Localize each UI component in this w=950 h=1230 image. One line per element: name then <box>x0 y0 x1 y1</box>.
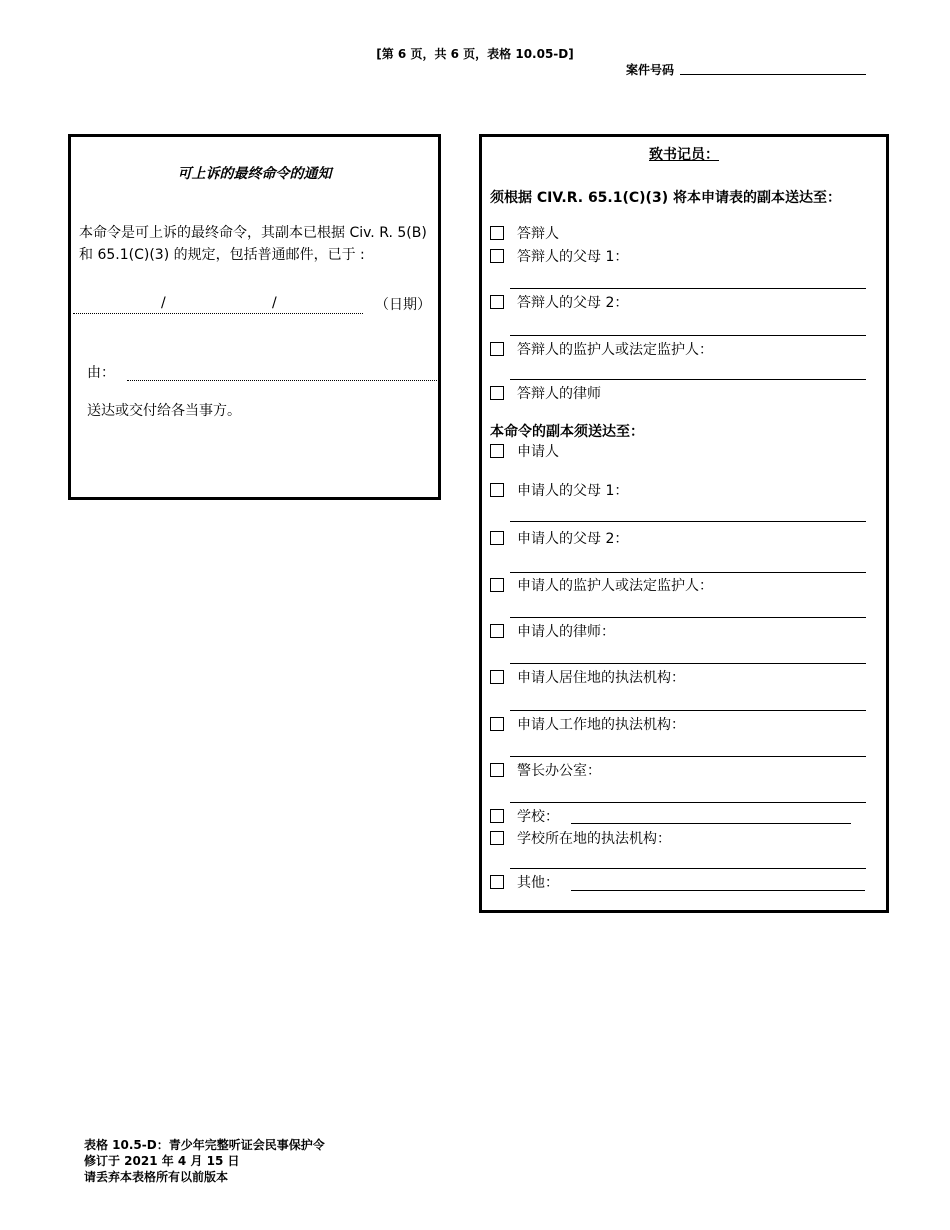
fill-line[interactable] <box>510 617 866 618</box>
checkbox-item[interactable] <box>490 480 628 500</box>
fill-line[interactable] <box>510 335 866 336</box>
appealable-order-notice-box <box>68 134 441 500</box>
fill-line[interactable] <box>510 868 866 869</box>
checkbox[interactable] <box>490 249 504 263</box>
fill-line[interactable] <box>510 710 866 711</box>
served-text: 送达或交付给各当事方。 <box>87 403 241 419</box>
fill-line[interactable] <box>510 756 866 757</box>
clerk-instructions-box <box>479 134 889 913</box>
case-number-field[interactable] <box>680 74 866 75</box>
checkbox-label: 申请人的监护人或法定监护人： <box>517 578 713 594</box>
section2-heading: 本命令的副本须送达至： <box>490 424 644 440</box>
form-footer <box>84 1137 325 1185</box>
checkbox[interactable] <box>490 226 504 240</box>
checkbox-label: 申请人 <box>517 444 559 460</box>
notice-body: 本命令是可上诉的最终命令，其副本已根据 Civ. R. 5(B) 和 65.1(C)(3) 的规定，包括普通邮件，已于 : <box>79 225 427 263</box>
checkbox-label: 答辩人的律师 <box>517 386 601 402</box>
fill-line[interactable] <box>510 288 866 289</box>
checkbox[interactable] <box>490 578 504 592</box>
checkbox-label: 申请人居住地的执法机构： <box>517 670 685 686</box>
checkbox[interactable] <box>490 717 504 731</box>
checkbox[interactable] <box>490 763 504 777</box>
checkbox-label: 答辩人 <box>517 226 559 242</box>
checkbox[interactable] <box>490 342 504 356</box>
checkbox-item[interactable] <box>490 383 601 403</box>
clerk-title: 致书记员： <box>649 147 719 163</box>
fill-line[interactable] <box>571 823 851 824</box>
checkbox-item[interactable] <box>490 441 559 461</box>
footer-revision-date: 修订于 2021 年 4 月 15 日 <box>84 1154 240 1168</box>
checkbox-item[interactable] <box>490 223 559 243</box>
fill-line[interactable] <box>510 663 866 664</box>
checkbox-label: 答辩人的父母 2： <box>517 295 629 311</box>
checkbox-label: 警长办公室： <box>517 763 601 779</box>
date-label: （日期） <box>375 297 431 313</box>
checkbox-item[interactable] <box>490 621 615 641</box>
checkbox-item[interactable] <box>490 806 851 826</box>
page-header: [第 6 页，共 6 页，表格 10.05-D] <box>376 47 574 61</box>
case-number-label: 案件号码 <box>626 63 675 77</box>
section1-heading: 须根据 CIV.R. 65.1(C)(3) 将本申请表的副本送达至： <box>490 190 841 206</box>
notice-title: 可上诉的最终命令的通知 <box>177 166 332 182</box>
checkbox-label: 学校所在地的执法机构： <box>517 831 671 847</box>
checkbox-item[interactable] <box>490 246 628 266</box>
checkbox-label: 申请人的律师： <box>517 624 615 640</box>
checkbox-label: 申请人工作地的执法机构： <box>517 717 685 733</box>
checkbox-label: 申请人的父母 2： <box>517 531 629 547</box>
fill-line[interactable] <box>510 572 866 573</box>
checkbox[interactable] <box>490 670 504 684</box>
checkbox[interactable] <box>490 386 504 400</box>
checkbox-item[interactable] <box>490 714 685 734</box>
checkbox-item[interactable] <box>490 528 628 548</box>
checkbox-label: 答辩人的监护人或法定监护人： <box>517 342 713 358</box>
checkbox[interactable] <box>490 531 504 545</box>
checkbox-item[interactable] <box>490 339 713 359</box>
fill-line[interactable] <box>571 890 865 891</box>
by-label: 由： <box>87 365 115 381</box>
checkbox-item[interactable] <box>490 828 671 848</box>
footer-form-title: 表格 10.5-D：青少年完整听证会民事保护令 <box>84 1138 325 1152</box>
date-separator-2: / <box>272 295 277 311</box>
checkbox[interactable] <box>490 809 504 823</box>
checkbox-item[interactable] <box>490 292 628 312</box>
by-field[interactable] <box>127 380 439 381</box>
fill-line[interactable] <box>510 379 866 380</box>
checkbox-item[interactable] <box>490 667 685 687</box>
fill-line[interactable] <box>510 802 866 803</box>
checkbox-item[interactable] <box>490 760 601 780</box>
fill-line[interactable] <box>510 521 866 522</box>
checkbox[interactable] <box>490 875 504 889</box>
checkbox-item[interactable] <box>490 575 713 595</box>
checkbox-label: 学校： <box>517 809 559 825</box>
checkbox[interactable] <box>490 483 504 497</box>
checkbox-label: 其他： <box>517 875 559 891</box>
checkbox[interactable] <box>490 624 504 638</box>
checkbox-item[interactable] <box>490 872 865 892</box>
footer-discard-note: 请丢弃本表格所有以前版本 <box>84 1170 229 1184</box>
checkbox-label: 申请人的父母 1： <box>517 483 629 499</box>
checkbox-label: 答辩人的父母 1： <box>517 249 629 265</box>
date-separator-1: / <box>161 295 166 311</box>
checkbox[interactable] <box>490 831 504 845</box>
date-field[interactable] <box>73 313 363 314</box>
checkbox[interactable] <box>490 295 504 309</box>
checkbox[interactable] <box>490 444 504 458</box>
